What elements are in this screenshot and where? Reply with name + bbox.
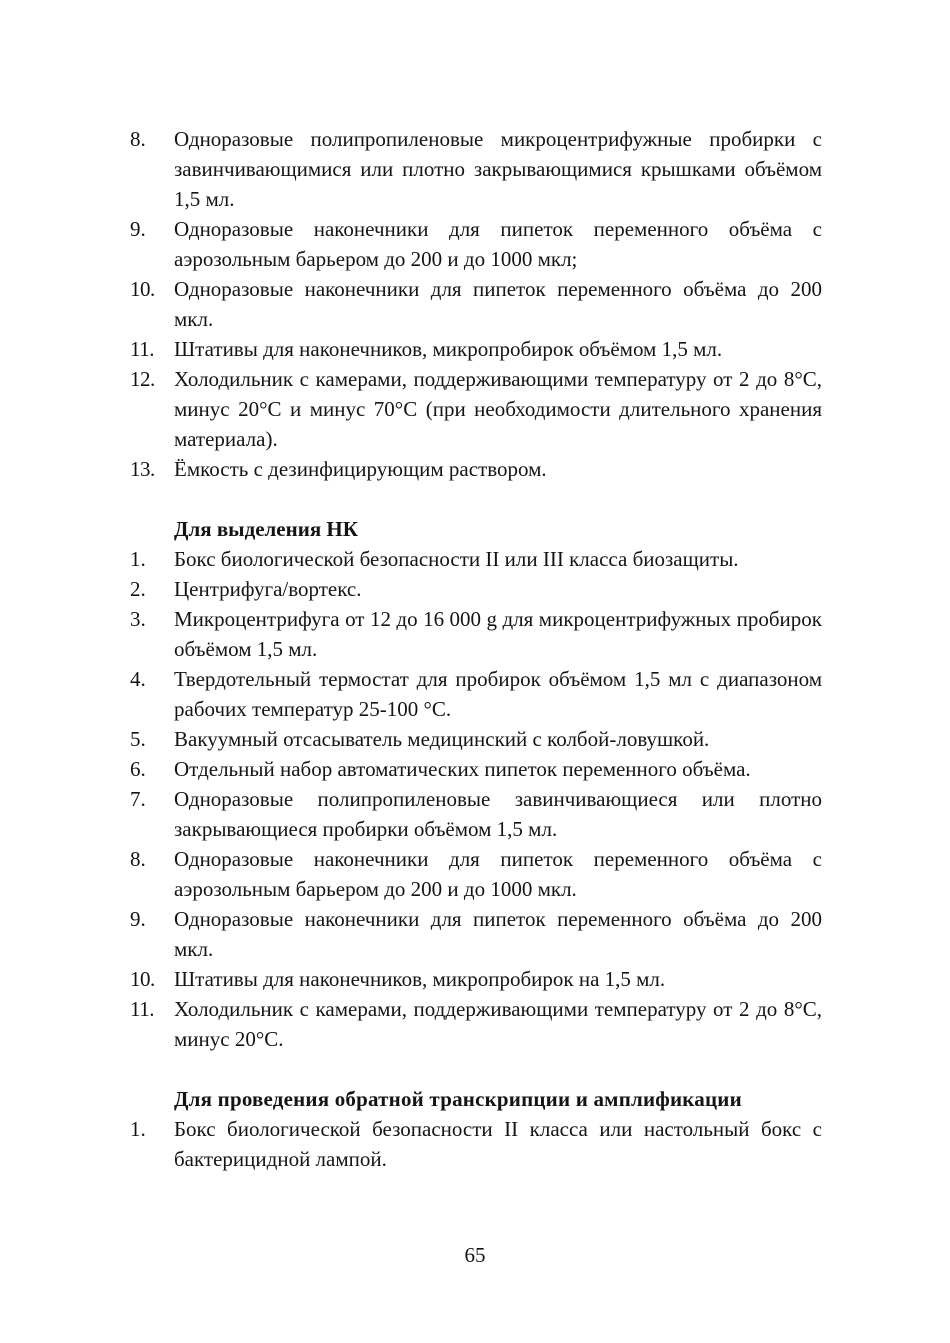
list-item-number: 10. <box>130 967 155 991</box>
list-item-number: 8. <box>130 847 146 871</box>
list-item-text: Одноразовые наконечники для пипеток переменного объёма с аэрозольным барьером до 200 и до 1000 мкл; <box>174 217 822 271</box>
equipment-list-rt-amplification <box>130 1114 822 1174</box>
page-content <box>130 124 822 1174</box>
list-item <box>130 454 822 484</box>
list-item <box>130 544 822 574</box>
list-item-text: Ёмкость с дезинфицирующим раствором. <box>174 457 547 481</box>
list-item <box>130 664 822 724</box>
list-item-number: 8. <box>130 127 146 151</box>
list-item-text: Бокс биологической безопасности II класса или настольный бокс с бактерицидной лампой. <box>174 1117 822 1171</box>
list-item-text: Одноразовые наконечники для пипеток переменного объёма до 200 мкл. <box>174 277 822 331</box>
list-item-number: 1. <box>130 547 146 571</box>
list-item-text: Штативы для наконечников, микропробирок объёмом 1,5 мл. <box>174 337 723 361</box>
list-item-text: Твердотельный термостат для пробирок объёмом 1,5 мл с диапазоном рабочих температур 25-100 °С. <box>174 667 822 721</box>
list-item-text: Одноразовые наконечники для пипеток переменного объёма с аэрозольным барьером до 200 и до 1000 мкл. <box>174 847 822 901</box>
list-item-number: 1. <box>130 1117 146 1141</box>
list-item-text: Вакуумный отсасыватель медицинский с колбой-ловушкой. <box>174 727 710 751</box>
list-item <box>130 364 822 454</box>
list-item-number: 6. <box>130 757 146 781</box>
list-item-text: Одноразовые наконечники для пипеток переменного объёма до 200 мкл. <box>174 907 822 961</box>
list-item-text: Штативы для наконечников, микропробирок на 1,5 мл. <box>174 967 666 991</box>
list-item-number: 12. <box>130 367 155 391</box>
list-item <box>130 754 822 784</box>
list-item-number: 7. <box>130 787 146 811</box>
list-item-number: 4. <box>130 667 146 691</box>
list-item <box>130 334 822 364</box>
list-item-number: 5. <box>130 727 146 751</box>
list-item-number: 9. <box>130 217 146 241</box>
list-item <box>130 994 822 1054</box>
page-number: 65 <box>464 1243 486 1267</box>
list-item-number: 13. <box>130 457 155 481</box>
list-item <box>130 964 822 994</box>
list-item <box>130 274 822 334</box>
list-item <box>130 574 822 604</box>
section-heading-rt-amplification: Для проведения обратной транскрипции и амплификации <box>174 1087 742 1111</box>
list-item-number: 9. <box>130 907 146 931</box>
list-item-text: Холодильник с камерами, поддерживающими температуру от 2 до 8°С, минус 20°С и минус 70°С (при необходимости длительного хранения материала). <box>174 367 822 451</box>
section-heading-nk-extraction: Для выделения НК <box>174 517 358 541</box>
list-item-number: 11. <box>130 997 154 1021</box>
list-item <box>130 784 822 844</box>
list-item-number: 11. <box>130 337 154 361</box>
list-item <box>130 904 822 964</box>
equipment-list-nk-extraction <box>130 544 822 1054</box>
list-item <box>130 604 822 664</box>
list-item <box>130 844 822 904</box>
list-item-text: Одноразовые полипропиленовые микроцентрифужные пробирки с завинчивающимися или плотно закрывающимися крышками объёмом 1,5 мл. <box>174 127 822 211</box>
list-item-text: Одноразовые полипропиленовые завинчивающиеся или плотно закрывающиеся пробирки объёмом 1,5 мл. <box>174 787 822 841</box>
list-item-number: 2. <box>130 577 146 601</box>
list-item-text: Холодильник с камерами, поддерживающими температуру от 2 до 8°С, минус 20°С. <box>174 997 822 1051</box>
list-item-text: Центрифуга/вортекс. <box>174 577 362 601</box>
list-item-number: 10. <box>130 277 155 301</box>
list-item <box>130 214 822 274</box>
list-item-text: Отдельный набор автоматических пипеток переменного объёма. <box>174 757 751 781</box>
list-item-number: 3. <box>130 607 146 631</box>
list-item-text: Микроцентрифуга от 12 до 16 000 g для микроцентрифужных пробирок объёмом 1,5 мл. <box>174 607 822 661</box>
list-item <box>130 1114 822 1174</box>
equipment-list-general <box>130 124 822 484</box>
list-item-text: Бокс биологической безопасности II или III класса биозащиты. <box>174 547 739 571</box>
list-item <box>130 724 822 754</box>
list-item <box>130 124 822 214</box>
